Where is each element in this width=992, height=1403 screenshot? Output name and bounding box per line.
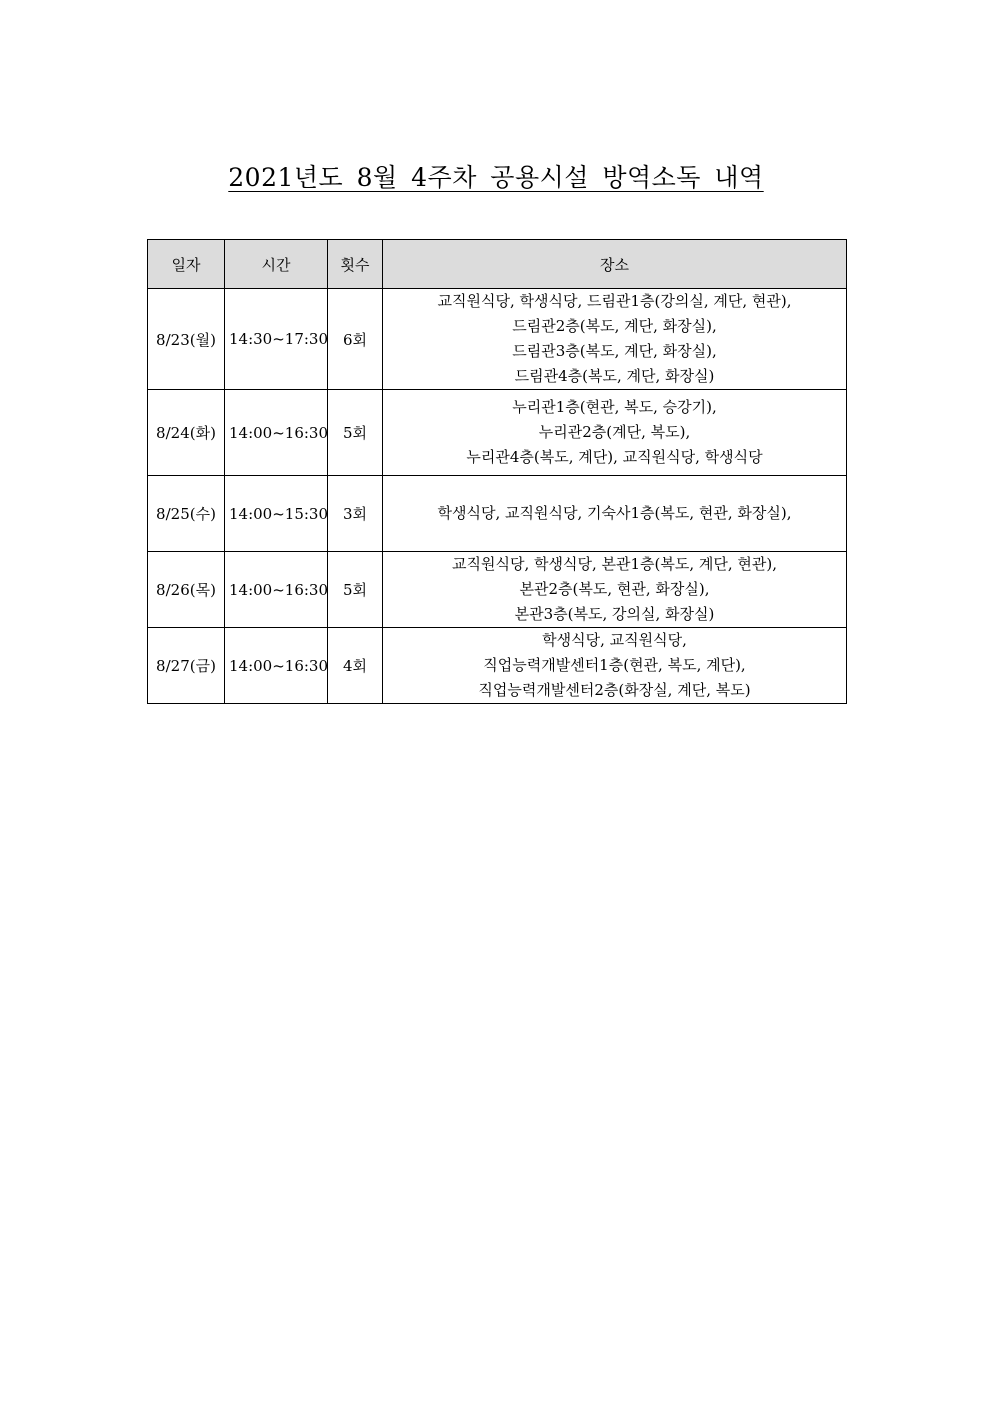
cell-date: 8/25(수) <box>148 476 225 552</box>
cell-place <box>383 628 847 704</box>
cell-date: 8/27(금) <box>148 628 225 704</box>
place-line: 학생식당, 교직원식당, <box>542 631 687 649</box>
header-count: 횟수 <box>328 240 383 289</box>
cell-count: 5회 <box>328 390 383 476</box>
cell-place <box>383 289 847 390</box>
cell-place <box>383 552 847 628</box>
table-row <box>148 628 847 704</box>
cell-date: 8/26(목) <box>148 552 225 628</box>
place-line: 누리관2층(계단, 복도), <box>538 423 691 441</box>
place-line: 교직원식당, 학생식당, 드림관1층(강의실, 계단, 현관), <box>437 292 792 310</box>
cell-place <box>383 476 847 552</box>
header-date: 일자 <box>148 240 225 289</box>
table-header-row <box>148 240 847 289</box>
cell-date: 8/24(화) <box>148 390 225 476</box>
header-time: 시간 <box>225 240 328 289</box>
place-line: 본관3층(복도, 강의실, 화장실) <box>514 605 715 623</box>
place-line: 직업능력개발센터2층(화장실, 계단, 복도) <box>478 681 751 699</box>
place-line: 드림관2층(복도, 계단, 화장실), <box>512 317 717 335</box>
place-line: 누리관1층(현관, 복도, 승강기), <box>512 398 717 416</box>
cell-count: 3회 <box>328 476 383 552</box>
table-row <box>148 476 847 552</box>
cell-count: 4회 <box>328 628 383 704</box>
place-line: 교직원식당, 학생식당, 본관1층(복도, 계단, 현관), <box>452 555 777 573</box>
cell-time: 14:00~16:30 <box>225 628 328 704</box>
place-line: 학생식당, 교직원식당, 기숙사1층(복도, 현관, 화장실), <box>437 504 792 522</box>
cell-time: 14:00~16:30 <box>225 552 328 628</box>
place-line: 본관2층(복도, 현관, 화장실), <box>519 580 710 598</box>
header-place: 장소 <box>383 240 847 289</box>
page-title-text: 2021년도 8월 4주차 공용시설 방역소독 내역 <box>228 163 764 192</box>
place-line: 드림관3층(복도, 계단, 화장실), <box>512 342 717 360</box>
table-row <box>148 289 847 390</box>
disinfection-schedule-table <box>147 239 847 704</box>
cell-time: 14:30~17:30 <box>225 289 328 390</box>
place-line: 드림관4층(복도, 계단, 화장실) <box>514 367 715 385</box>
cell-count: 5회 <box>328 552 383 628</box>
place-line: 누리관4층(복도, 계단), 교직원식당, 학생식당 <box>466 448 763 466</box>
cell-date: 8/23(월) <box>148 289 225 390</box>
table-row <box>148 390 847 476</box>
page-title <box>0 158 992 198</box>
cell-count: 6회 <box>328 289 383 390</box>
table-row <box>148 552 847 628</box>
place-line: 직업능력개발센터1층(현관, 복도, 계단), <box>483 656 746 674</box>
cell-place <box>383 390 847 476</box>
cell-time: 14:00~16:30 <box>225 390 328 476</box>
cell-time: 14:00~15:30 <box>225 476 328 552</box>
